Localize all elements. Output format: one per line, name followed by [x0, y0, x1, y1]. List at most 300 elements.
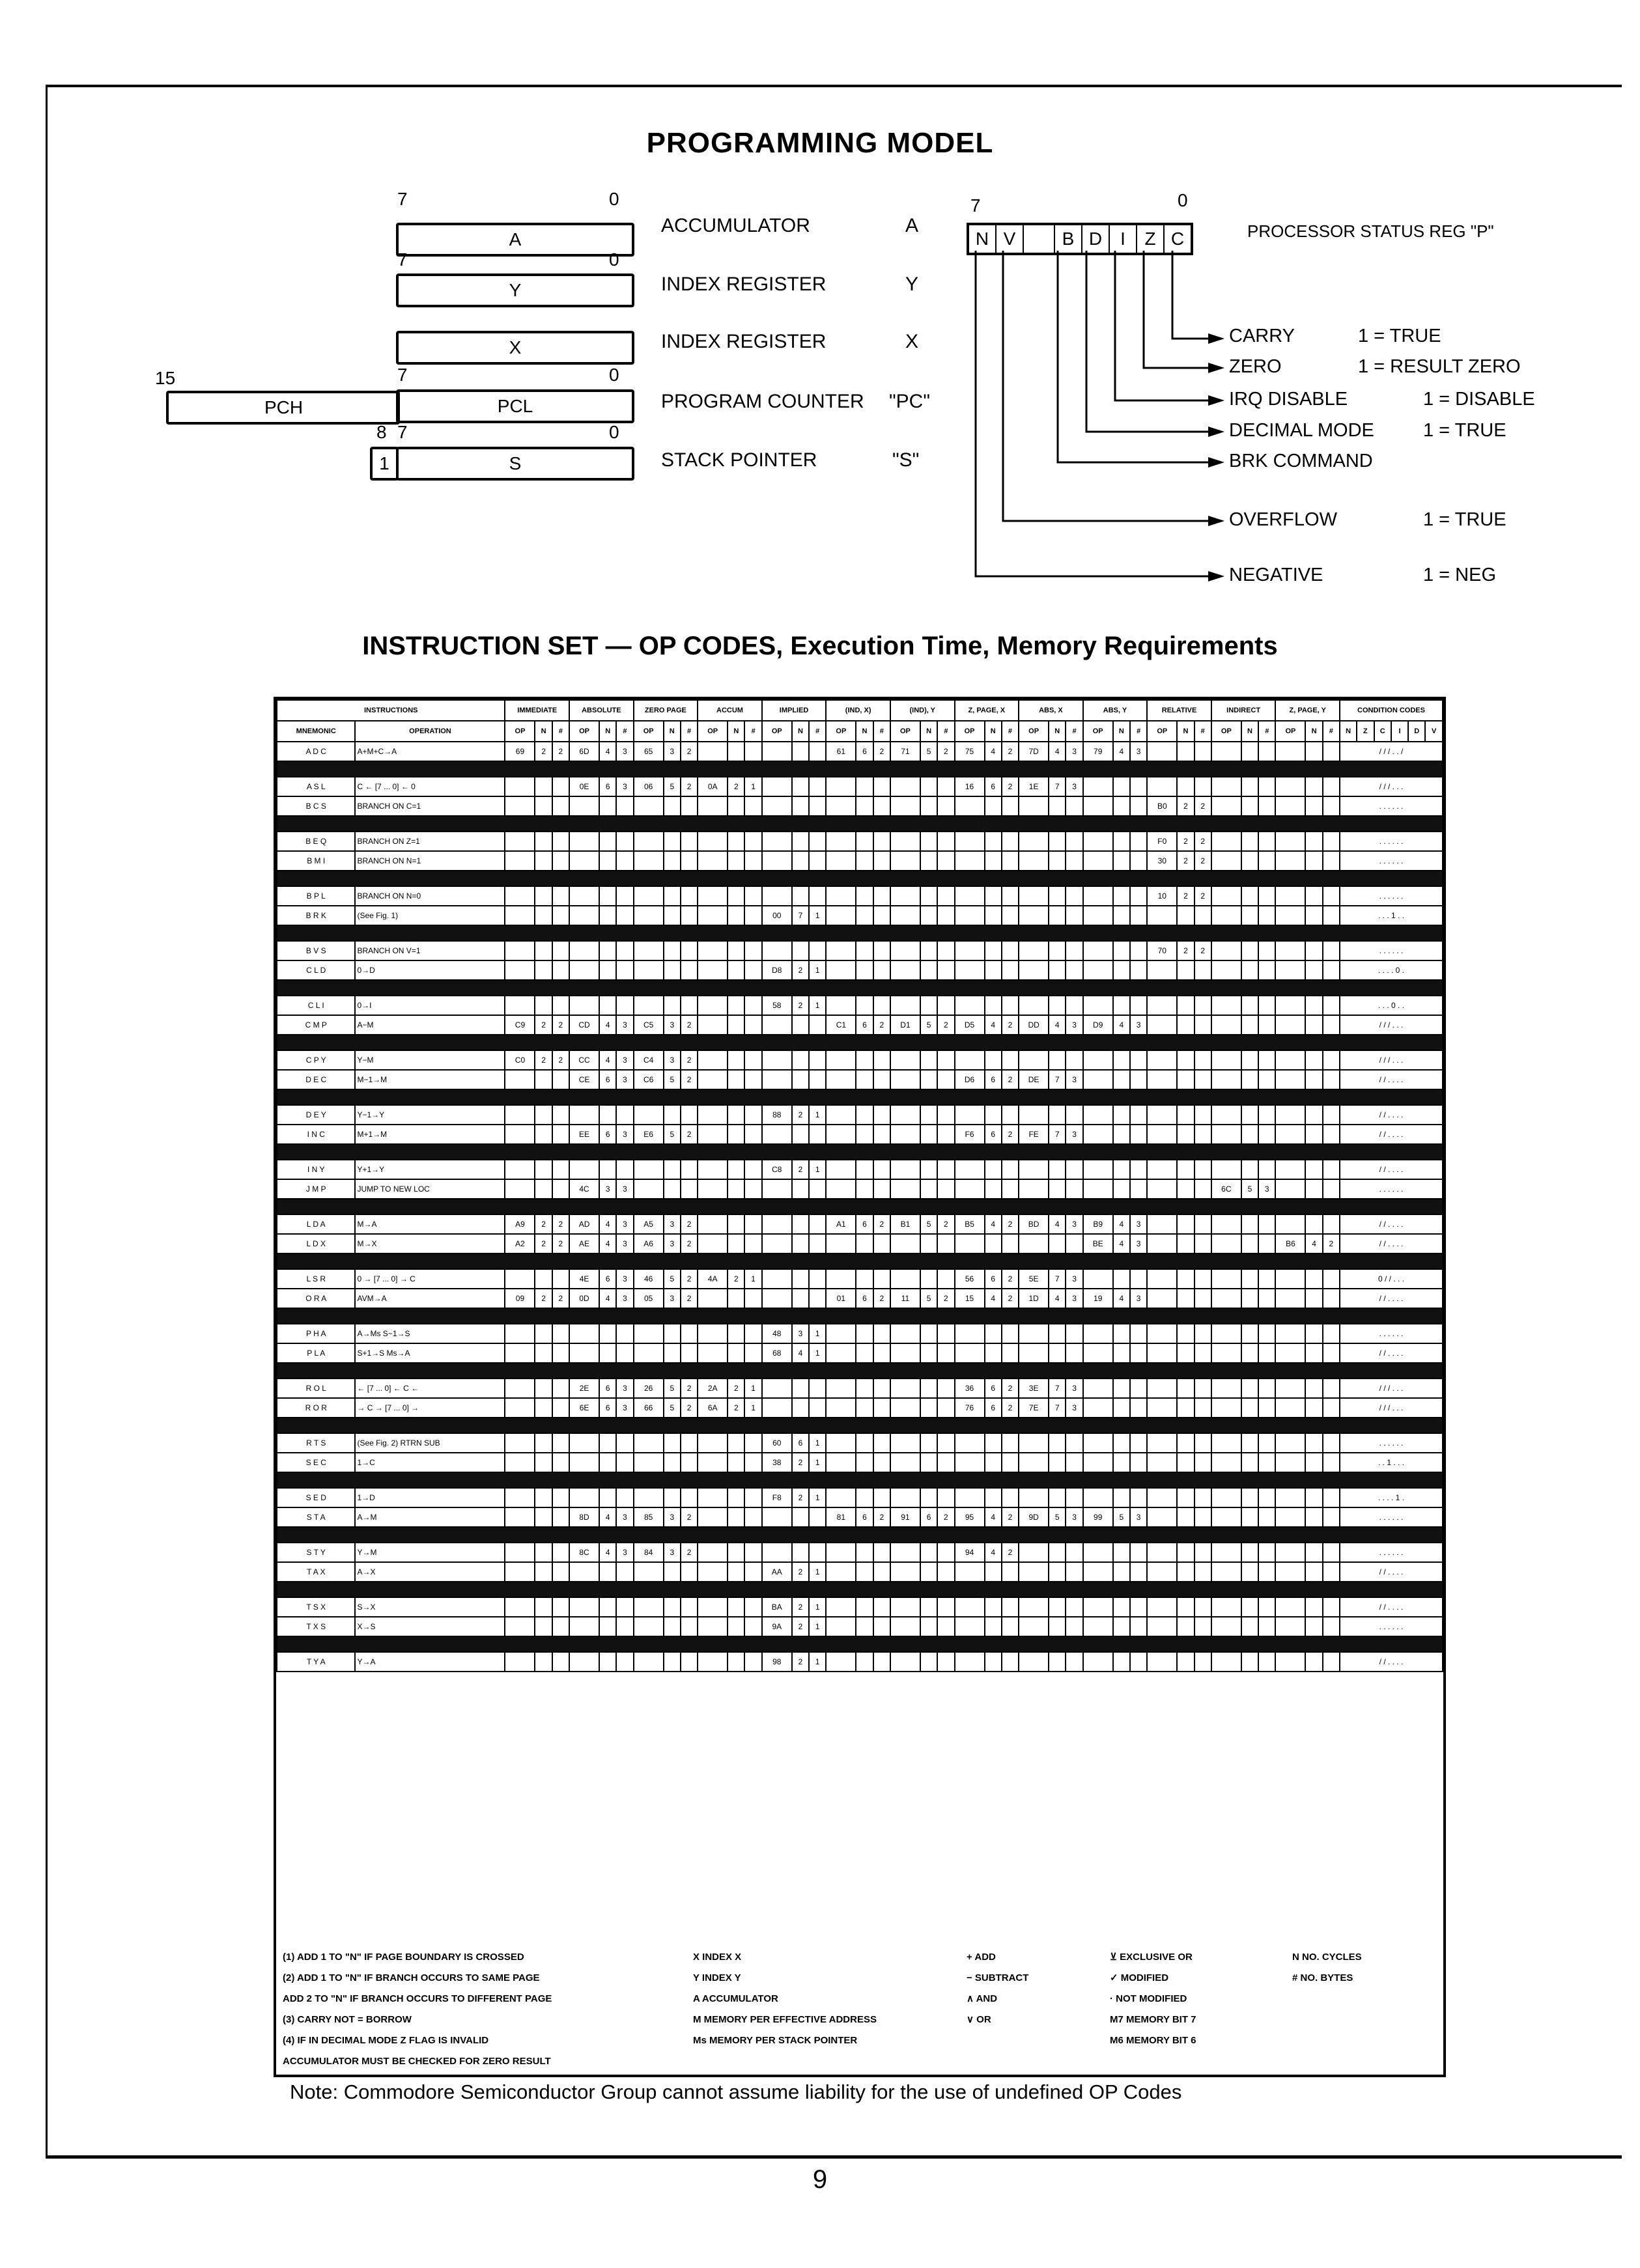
opcode-cell: 3 [616, 1015, 633, 1035]
opcode-cell [698, 1289, 728, 1308]
opcode-cell [1083, 796, 1113, 816]
legend-item: N NO. CYCLES [1292, 1952, 1362, 1963]
opcode-cell [599, 1562, 616, 1582]
opcode-cell [920, 1597, 937, 1617]
opcode-cell [1083, 1324, 1113, 1343]
opcode-cell [762, 1379, 792, 1398]
opcode-cell [1195, 1125, 1211, 1144]
opcode-cell: C1 [826, 1015, 856, 1035]
opcode-cell: 2 [535, 1289, 552, 1308]
opcode-cell [826, 1179, 856, 1199]
opcode-cell: 5 [664, 1398, 681, 1418]
opcode-cell [664, 832, 681, 851]
opcode-cell [890, 1343, 920, 1363]
opcode-cell [890, 1179, 920, 1199]
opcode-cell [1130, 1324, 1147, 1343]
opcode-cell [955, 1234, 985, 1253]
opcode-cell [1066, 996, 1082, 1015]
opcode-cell [920, 1179, 937, 1199]
opcode-cell [728, 1050, 744, 1070]
header-sub: OP [890, 721, 920, 742]
opcode-cell: 1 [744, 1398, 761, 1418]
opcode-cell [937, 1343, 954, 1363]
opcode-cell [1323, 1652, 1340, 1672]
opcode-cell [856, 996, 873, 1015]
opcode-cell [569, 1453, 599, 1472]
opcode-cell [1323, 960, 1340, 980]
opcode-cell [569, 1324, 599, 1343]
opcode-cell [826, 886, 856, 906]
opcode-cell: D8 [762, 960, 792, 980]
opcode-cell [1147, 777, 1177, 796]
table-row [277, 906, 1443, 925]
opcode-cell [1323, 1379, 1340, 1398]
register-pcl-box: PCL [396, 389, 634, 423]
opcode-cell [1305, 1160, 1322, 1179]
legend-item: # NO. BYTES [1292, 1972, 1353, 1983]
opcode-cell [1241, 941, 1258, 960]
opcode-cell: 3 [1066, 1070, 1082, 1089]
opcode-cell [1241, 1379, 1258, 1398]
opcode-cell [1002, 1160, 1019, 1179]
mnemonic-cell: T A X [277, 1562, 355, 1582]
opcode-cell: 61 [826, 742, 856, 761]
opcode-cell [744, 941, 761, 960]
opcode-cell [937, 941, 954, 960]
opcode-cell [1258, 1562, 1275, 1582]
legend-item: ✓ MODIFIED [1110, 1972, 1169, 1983]
opcode-cell [1130, 796, 1147, 816]
opcode-cell [1049, 1324, 1066, 1343]
opcode-cell [1305, 742, 1322, 761]
opcode-cell [826, 832, 856, 851]
opcode-cell [1019, 851, 1049, 871]
opcode-cell [1275, 996, 1305, 1015]
table-row [277, 1652, 1443, 1672]
header-sub: # [1002, 721, 1019, 742]
opcode-cell: 5 [1241, 1179, 1258, 1199]
operation-cell: BRANCH ON N=1 [355, 851, 505, 871]
opcode-cell: 3 [1130, 1214, 1147, 1234]
header-mode: Z, PAGE, Y [1275, 700, 1340, 721]
scan-noise [277, 1582, 1443, 1597]
opcode-cell: 3 [1066, 1289, 1082, 1308]
opcode-cell: 3 [599, 1179, 616, 1199]
opcode-cell: 2 [552, 742, 569, 761]
opcode-cell [1113, 1398, 1130, 1418]
opcode-cell [569, 886, 599, 906]
opcode-cell [890, 1070, 920, 1089]
opcode-cell [1275, 886, 1305, 906]
opcode-cell [1019, 1652, 1049, 1672]
opcode-cell: 3 [616, 1125, 633, 1144]
opcode-cell [1258, 886, 1275, 906]
opcode-cell [1258, 777, 1275, 796]
opcode-cell [1147, 1597, 1177, 1617]
opcode-cell [681, 832, 698, 851]
opcode-cell [1147, 1050, 1177, 1070]
opcode-cell [826, 1562, 856, 1582]
opcode-cell [1019, 1343, 1049, 1363]
opcode-cell [1195, 1269, 1211, 1289]
opcode-cell [552, 1433, 569, 1453]
header-mode: INDIRECT [1211, 700, 1276, 721]
opcode-cell [1130, 1105, 1147, 1125]
opcode-cell [728, 906, 744, 925]
opcode-cell [1177, 906, 1194, 925]
opcode-cell [809, 1214, 826, 1234]
condition-codes-cell: / / . . . . [1340, 1597, 1443, 1617]
opcode-cell [552, 1488, 569, 1507]
opcode-cell: 2 [792, 1488, 809, 1507]
opcode-cell: 0E [569, 777, 599, 796]
opcode-cell [792, 1269, 809, 1289]
opcode-cell [1113, 886, 1130, 906]
opcode-cell: 3 [616, 1379, 633, 1398]
opcode-cell: 2 [552, 1234, 569, 1253]
status-bit-z: Z [1136, 225, 1163, 253]
table-row [277, 1070, 1443, 1089]
opcode-cell [762, 1179, 792, 1199]
condition-codes-cell: / / . . . . [1340, 1289, 1443, 1308]
opcode-cell [569, 1343, 599, 1363]
opcode-cell [1241, 1050, 1258, 1070]
opcode-cell [873, 1652, 890, 1672]
opcode-cell [744, 1070, 761, 1089]
opcode-cell: 1 [809, 1652, 826, 1672]
opcode-cell [1258, 1070, 1275, 1089]
opcode-cell: 75 [955, 742, 985, 761]
opcode-cell: 00 [762, 906, 792, 925]
opcode-cell [856, 1125, 873, 1144]
opcode-cell [937, 906, 954, 925]
opcode-cell [535, 1343, 552, 1363]
mnemonic-cell: L S R [277, 1269, 355, 1289]
opcode-cell: 19 [1083, 1289, 1113, 1308]
opcode-cell [1113, 851, 1130, 871]
bit-number: 7 [397, 249, 408, 270]
opcode-cell: 1 [809, 906, 826, 925]
condition-codes-cell: . . . . . . [1340, 851, 1443, 871]
opcode-cell [1130, 1125, 1147, 1144]
opcode-cell [1258, 1269, 1275, 1289]
table-row [277, 1398, 1443, 1418]
operation-cell: A→Ms S−1→S [355, 1324, 505, 1343]
opcode-cell [1241, 742, 1258, 761]
opcode-cell [1083, 1543, 1113, 1562]
opcode-cell: 2E [569, 1379, 599, 1398]
opcode-cell [1241, 1269, 1258, 1289]
opcode-cell [664, 1105, 681, 1125]
opcode-cell [1323, 1289, 1340, 1308]
opcode-cell: 6E [569, 1398, 599, 1418]
opcode-cell: 2 [1002, 1214, 1019, 1234]
header-sub: N [1241, 721, 1258, 742]
operation-cell: 1→C [355, 1453, 505, 1472]
opcode-cell [681, 941, 698, 960]
opcode-cell: 2 [535, 1214, 552, 1234]
opcode-cell [1177, 1543, 1194, 1562]
status-bit-c: C [1163, 225, 1191, 253]
opcode-cell [792, 1015, 809, 1035]
table-row [277, 1125, 1443, 1144]
opcode-cell [664, 1597, 681, 1617]
opcode-cell [762, 1289, 792, 1308]
opcode-cell [698, 851, 728, 871]
opcode-cell [535, 1433, 552, 1453]
mnemonic-cell: C P Y [277, 1050, 355, 1070]
opcode-cell [890, 886, 920, 906]
opcode-cell [920, 1160, 937, 1179]
status-bit-i: I [1109, 225, 1136, 253]
opcode-cell [1258, 742, 1275, 761]
opcode-cell [1323, 1324, 1340, 1343]
table-row [277, 996, 1443, 1015]
opcode-cell: 3 [664, 742, 681, 761]
opcode-cell [809, 1507, 826, 1527]
opcode-cell [809, 851, 826, 871]
opcode-cell [1113, 1597, 1130, 1617]
condition-codes-cell: / / . . . . [1340, 1234, 1443, 1253]
opcode-cell [552, 1617, 569, 1636]
opcode-cell [890, 1433, 920, 1453]
opcode-cell [1258, 1597, 1275, 1617]
opcode-cell [873, 886, 890, 906]
opcode-cell [856, 1453, 873, 1472]
opcode-cell: 2 [681, 1269, 698, 1289]
legend-symbols [693, 1947, 877, 2051]
opcode-cell [826, 1453, 856, 1472]
header-sub: N [535, 721, 552, 742]
opcode-cell: 2 [937, 1289, 954, 1308]
opcode-cell: 6 [599, 1125, 616, 1144]
opcode-cell [1241, 1433, 1258, 1453]
opcode-cell [856, 1617, 873, 1636]
opcode-cell [744, 1214, 761, 1234]
mnemonic-cell: S T A [277, 1507, 355, 1527]
opcode-cell: 5 [664, 1269, 681, 1289]
opcode-cell [1211, 1543, 1241, 1562]
condition-codes-cell: / / . . . . [1340, 1652, 1443, 1672]
opcode-cell: 9D [1019, 1507, 1049, 1527]
opcode-cell: 2 [552, 1015, 569, 1035]
header-condition-codes: CONDITION CODES [1340, 700, 1443, 721]
opcode-cell: 6 [599, 1398, 616, 1418]
opcode-cell: 6 [792, 1433, 809, 1453]
opcode-cell [599, 1105, 616, 1125]
opcode-cell [569, 1433, 599, 1453]
opcode-cell [1195, 1214, 1211, 1234]
opcode-cell: 1 [809, 1433, 826, 1453]
opcode-cell: 4 [792, 1343, 809, 1363]
opcode-cell [599, 996, 616, 1015]
opcode-cell [1211, 1652, 1241, 1672]
opcode-cell [552, 906, 569, 925]
opcode-cell [1275, 1269, 1305, 1289]
opcode-cell [728, 886, 744, 906]
opcode-cell [1211, 1015, 1241, 1035]
opcode-cell: D9 [1083, 1015, 1113, 1035]
opcode-cell [1066, 1543, 1082, 1562]
header-sub: # [681, 721, 698, 742]
opcode-cell [890, 851, 920, 871]
opcode-cell [616, 1453, 633, 1472]
opcode-cell [1195, 1324, 1211, 1343]
opcode-cell [1049, 1343, 1066, 1363]
opcode-cell [1211, 1269, 1241, 1289]
opcode-cell: F0 [1147, 832, 1177, 851]
mnemonic-cell: S E C [277, 1453, 355, 1472]
opcode-cell [728, 1488, 744, 1507]
opcode-cell: 6 [856, 1214, 873, 1234]
opcode-cell [937, 1543, 954, 1562]
opcode-cell: 2 [681, 1379, 698, 1398]
scan-noise-band [277, 1418, 1443, 1433]
opcode-cell [1002, 1652, 1019, 1672]
opcode-cell [1113, 1433, 1130, 1453]
legend-item: ACCUMULATOR MUST BE CHECKED FOR ZERO RESULT [283, 2056, 551, 2067]
opcode-cell [1275, 1070, 1305, 1089]
opcode-cell [1083, 1343, 1113, 1363]
opcode-cell [937, 1125, 954, 1144]
opcode-cell [1002, 1433, 1019, 1453]
scan-noise [277, 1418, 1443, 1433]
opcode-cell [744, 1179, 761, 1199]
header-sub: # [1323, 721, 1340, 742]
register-label: ACCUMULATOR [661, 215, 810, 236]
mnemonic-cell: B V S [277, 941, 355, 960]
opcode-cell [505, 996, 535, 1015]
mnemonic-cell: C L I [277, 996, 355, 1015]
opcode-cell [1066, 1652, 1082, 1672]
opcode-cell [856, 1070, 873, 1089]
opcode-cell [1002, 1597, 1019, 1617]
opcode-cell [1211, 1379, 1241, 1398]
opcode-cell [937, 1160, 954, 1179]
opcode-cell: 1 [809, 1597, 826, 1617]
opcode-cell [792, 1179, 809, 1199]
operation-cell: M→A [355, 1214, 505, 1234]
mnemonic-cell: L D X [277, 1234, 355, 1253]
table-row [277, 796, 1443, 816]
opcode-cell [809, 886, 826, 906]
opcode-cell [873, 1070, 890, 1089]
opcode-cell [792, 742, 809, 761]
opcode-cell: 3 [616, 777, 633, 796]
opcode-cell [1049, 796, 1066, 816]
opcode-cell [1177, 1179, 1194, 1199]
opcode-cell [1177, 1105, 1194, 1125]
opcode-cell: 16 [955, 777, 985, 796]
opcode-cell [1195, 1453, 1211, 1472]
opcode-cell [505, 1597, 535, 1617]
opcode-cell [1258, 1433, 1275, 1453]
opcode-cell [505, 960, 535, 980]
opcode-cell [873, 1488, 890, 1507]
opcode-cell [826, 1433, 856, 1453]
opcode-cell: 3 [1066, 742, 1082, 761]
opcode-cell [985, 1324, 1002, 1343]
opcode-cell [535, 1398, 552, 1418]
opcode-cell: C0 [505, 1050, 535, 1070]
opcode-cell [1066, 1453, 1082, 1472]
opcode-cell [890, 1125, 920, 1144]
opcode-cell: 4 [985, 1507, 1002, 1527]
opcode-cell [1083, 1562, 1113, 1582]
opcode-cell [1305, 1433, 1322, 1453]
opcode-cell: B1 [890, 1214, 920, 1234]
opcode-cell [1147, 960, 1177, 980]
opcode-cell [1130, 960, 1147, 980]
opcode-cell [1019, 1234, 1049, 1253]
opcode-cell [1241, 1543, 1258, 1562]
opcode-cell [535, 1507, 552, 1527]
opcode-cell: 4 [985, 1289, 1002, 1308]
opcode-cell [1323, 886, 1340, 906]
opcode-cell [728, 1324, 744, 1343]
opcode-table [276, 699, 1443, 1672]
opcode-cell: 4 [599, 1214, 616, 1234]
opcode-cell [681, 1597, 698, 1617]
opcode-cell [890, 1597, 920, 1617]
table-row [277, 1269, 1443, 1289]
opcode-cell [569, 851, 599, 871]
register-a-box: A [396, 223, 634, 257]
opcode-cell [599, 906, 616, 925]
opcode-cell [937, 777, 954, 796]
opcode-cell [535, 796, 552, 816]
opcode-cell [1241, 886, 1258, 906]
operation-cell: → C → [7 ... 0] → [355, 1398, 505, 1418]
opcode-cell [535, 996, 552, 1015]
opcode-cell: 4 [1113, 1015, 1130, 1035]
opcode-cell [552, 832, 569, 851]
opcode-cell [985, 1562, 1002, 1582]
opcode-cell: 2 [792, 1453, 809, 1472]
opcode-cell [552, 1105, 569, 1125]
opcode-cell [599, 960, 616, 980]
opcode-cell [1130, 886, 1147, 906]
opcode-cell: 4 [1049, 1214, 1066, 1234]
opcode-cell [1147, 1105, 1177, 1125]
opcode-cell [1083, 777, 1113, 796]
opcode-cell: 1 [809, 1324, 826, 1343]
opcode-cell [535, 1597, 552, 1617]
opcode-cell: A1 [826, 1214, 856, 1234]
opcode-cell [826, 1050, 856, 1070]
opcode-cell [1275, 1050, 1305, 1070]
opcode-cell: 4E [569, 1269, 599, 1289]
opcode-cell [728, 832, 744, 851]
opcode-cell [1113, 1050, 1130, 1070]
opcode-cell [634, 1160, 664, 1179]
opcode-cell [1083, 906, 1113, 925]
opcode-cell [1305, 832, 1322, 851]
opcode-cell: 2 [1195, 851, 1211, 871]
table-row [277, 1453, 1443, 1472]
opcode-cell [728, 1597, 744, 1617]
arrow-overflow [1003, 251, 1208, 521]
opcode-cell: 2 [1002, 1398, 1019, 1418]
opcode-cell [920, 777, 937, 796]
opcode-cell: 2 [681, 1015, 698, 1035]
table-row [277, 1433, 1443, 1453]
opcode-cell [1066, 941, 1082, 960]
condition-codes-cell: . . . . . . [1340, 832, 1443, 851]
mnemonic-cell: T X S [277, 1617, 355, 1636]
opcode-cell: 3 [1066, 1125, 1082, 1144]
opcode-cell: 2 [1195, 832, 1211, 851]
